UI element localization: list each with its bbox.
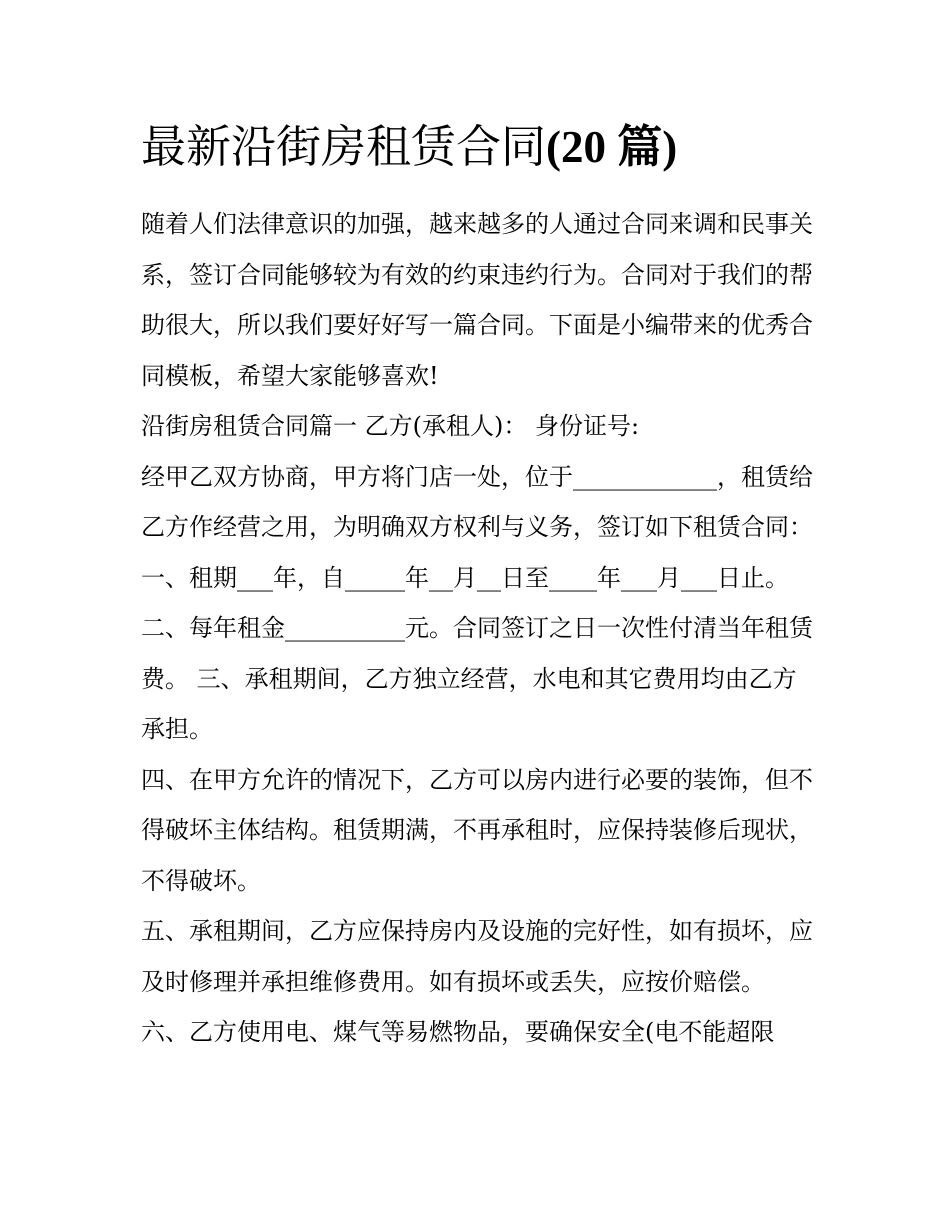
clause-safety: 六、乙方使用电、煤气等易燃物品，要确保安全(电不能超限 xyxy=(141,1018,775,1046)
clause-maintenance: 五、承租期间，乙方应保持房内及设施的完好性，如有损坏，应及时修理并承担维修费用。如有损坏或丢失，应按价赔偿。 xyxy=(141,917,813,996)
document-page xyxy=(141,112,813,1058)
intro-paragraph: 随着人们法律意识的加强，越来越多的人通过合同来调和民事关系，签订合同能够较为有效的约束违约行为。合同对于我们的帮助很大，所以我们要好好写一篇合同。下面是小编带来的优秀合同模板，希望大家能够喜欢! xyxy=(141,210,813,390)
document-title xyxy=(141,112,813,182)
clause-rent: 二、每年租金__________元。合同签订之日一次性付清当年租赁费。 三、承租期间，乙方独立经营，水电和其它费用均由乙方承担。 xyxy=(141,614,813,743)
clause-lease-term: 一、租期___年，自_____年__月__日至____年___月___日止。 xyxy=(141,563,789,592)
title-suffix: (20 篇) xyxy=(546,122,678,172)
contract-header-line: 沿街房租赁合同篇一 乙方(承租人)： 身份证号: xyxy=(141,412,640,440)
agreement-paragraph: 经甲乙双方协商，甲方将门店一处，位于____________，租赁给乙方作经营之用，为明确双方权利与义务，签订如下租赁合同： xyxy=(141,462,813,541)
title-main: 最新沿街房租赁合同 xyxy=(141,120,547,173)
clause-decoration: 四、在甲方允许的情况下，乙方可以房内进行必要的装饰，但不得破坏主体结构。租赁期满，不再承租时，应保持装修后现状，不得破坏。 xyxy=(141,765,813,895)
